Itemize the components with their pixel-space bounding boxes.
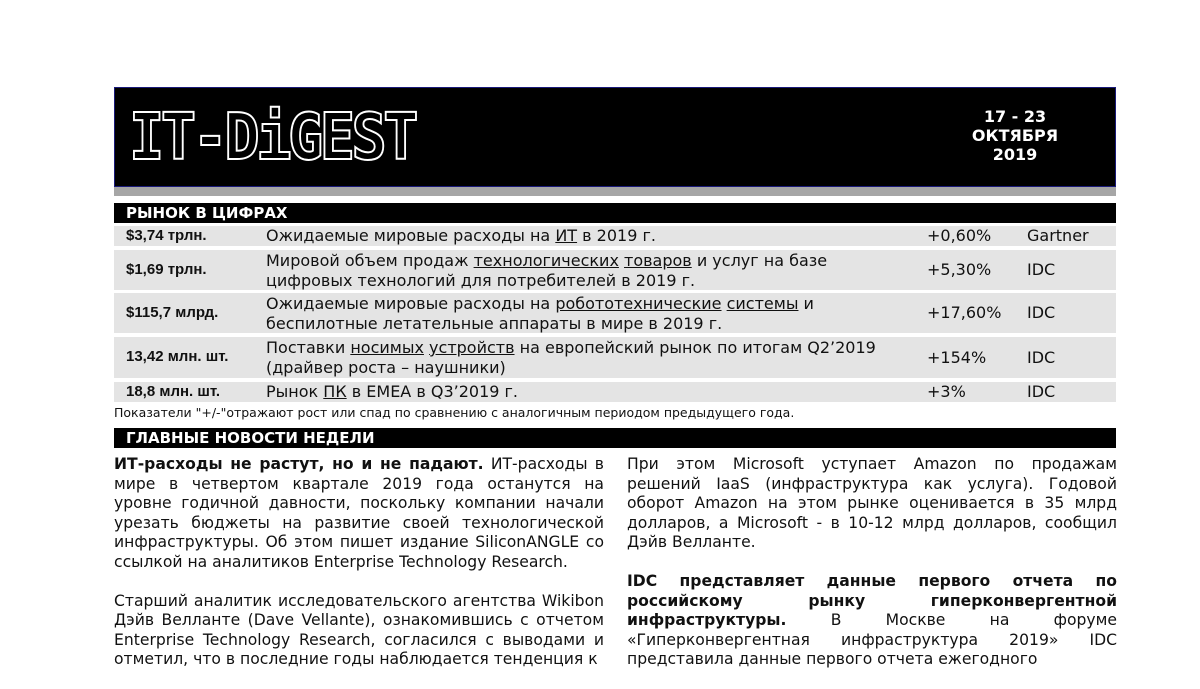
market-row-source: IDC (1027, 303, 1056, 322)
market-section-header: РЫНОК В ЦИФРАХ (114, 203, 1116, 223)
link-technological[interactable]: технологических (473, 251, 619, 270)
news-body: ИТ-расходы в мире в четвертом квартале 2019 года останутся на уровне годичной давности, поскольку компании начали урезать бюджеты на развитие своей технологической инфраструктуры. Об этом пишет издание SiliconANGLE со ссылкой на аналитиков Enterprise Technology Research. (114, 455, 604, 571)
market-row-amount: 13,42 млн. шт. (126, 348, 229, 365)
market-row-source: IDC (1027, 348, 1056, 367)
market-row-source: IDC (1027, 382, 1056, 401)
market-row-amount: 18,8 млн. шт. (126, 383, 221, 400)
news-paragraph (627, 455, 1117, 553)
news-body: При этом Microsoft уступает Amazon по продажам решений IaaS (инфраструктура как услуга). Годовой оборот Amazon на этом рынке оценивается в 35 млрд долларов, а Microsoft - в 10-12 млрд долларов, сообщил Дэйв Велланте. (627, 455, 1117, 552)
news-column-left (114, 455, 604, 689)
market-row-change: +3% (927, 382, 966, 401)
market-row-change: +0,60% (927, 226, 992, 245)
market-row (114, 382, 1116, 402)
banner-divider (114, 187, 1116, 196)
issue-date-range: 17 - 23 (983, 107, 1047, 126)
news-section-header: ГЛАВНЫЕ НОВОСТИ НЕДЕЛИ (114, 428, 1116, 448)
market-row-description: Рынок ПК в EMEA в Q3’2019 г. (266, 382, 518, 401)
market-row-source: Gartner (1027, 226, 1089, 245)
it-digest-logo: IT-DiGEST (129, 101, 415, 175)
market-row-source: IDC (1027, 260, 1056, 279)
link-goods[interactable]: товаров (624, 251, 692, 270)
news-paragraph (114, 455, 604, 573)
market-row-description: Мировой объем продаж технологических товаров и услуг на базе цифровых технологий для потребителей в 2019 г. (266, 251, 828, 290)
issue-date-month: ОКТЯБРЯ (971, 126, 1059, 145)
issue-date-year: 2019 (992, 145, 1038, 164)
news-body: Старший аналитик исследовательского агентства Wikibon Дэйв Велланте (Dave Vellante), ознакомившись с отчетом Enterprise Technology Research, согласился с выводами и отметил, что в последние годы наблюдается тенденция к (114, 591, 604, 669)
market-row-description: Ожидаемые мировые расходы на робототехнические системы и беспилотные летательные аппараты в мире в 2019 г. (266, 294, 814, 333)
market-row-change: +154% (927, 348, 987, 367)
market-row (114, 250, 1116, 290)
market-row-amount: $1,69 трлн. (126, 261, 207, 278)
market-row (114, 226, 1116, 246)
masthead-banner (114, 87, 1116, 187)
market-row-description: Ожидаемые мировые расходы на ИТ в 2019 г. (266, 226, 656, 245)
news-body: В Москве на форуме «Гиперконвергентная инфраструктура 2019» IDC представила данные первого отчета ежегодного (627, 611, 1117, 669)
market-row-amount: $3,74 трлн. (126, 227, 207, 244)
issue-date (955, 107, 1075, 164)
market-footnote: Показатели "+/-"отражают рост или спад по сравнению с аналогичным периодом предыдущего года. (114, 405, 795, 420)
link-it[interactable]: ИТ (555, 226, 578, 245)
market-row (114, 293, 1116, 333)
market-row-description: Поставки носимых устройств на европейский рынок по итогам Q2’2019 (драйвер роста – наушники) (266, 338, 876, 377)
news-paragraph (627, 572, 1117, 670)
market-row-change: +5,30% (927, 260, 992, 279)
link-pc[interactable]: ПК (323, 382, 347, 401)
news-column-right (627, 455, 1117, 689)
link-robotics[interactable]: робототехнические (555, 294, 722, 313)
link-systems[interactable]: системы (726, 294, 799, 313)
link-wearable[interactable]: носимых (350, 338, 424, 357)
market-row-change: +17,60% (927, 303, 1002, 322)
market-row (114, 337, 1116, 378)
news-headline: IDC представляет данные первого отчета по российскому рынку гиперконвергентной инфраструктуры. (627, 571, 1117, 630)
news-paragraph (114, 592, 604, 670)
link-devices[interactable]: устройств (429, 338, 515, 357)
market-row-amount: $115,7 млрд. (126, 304, 219, 321)
news-headline: ИТ-расходы не растут, но и не падают. (114, 455, 484, 473)
